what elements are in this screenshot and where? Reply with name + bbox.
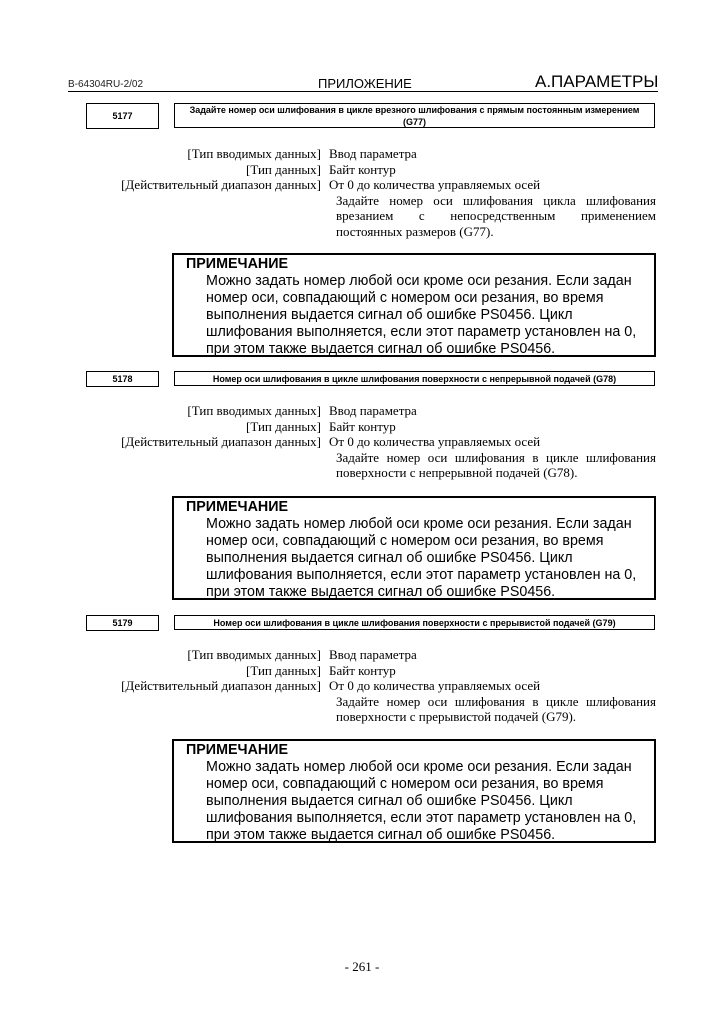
note-title: ПРИМЕЧАНИЕ: [186, 256, 289, 272]
chapter-title: A.ПАРАМЕТРЫ: [535, 72, 659, 91]
param-description: Задайте номер оси шлифования в цикле шлифования поверхности с непрерывной подачей (G78).: [336, 449, 656, 480]
header-divider: [68, 91, 658, 92]
value-input-type: Ввод параметра: [329, 647, 417, 662]
value-valid-range: От 0 до количества управляемых осей: [329, 177, 541, 192]
param-description: Задайте номер оси шлифования в цикле шлифования поверхности с прерывистой подачей (G79).: [336, 693, 656, 724]
note-text: Можно задать номер любой оси кроме оси резания. Если задан номер оси, совпадающий с номером оси резания, во время выполнения выдается сигнал об ошибке PS0456. Цикл шлифования выполняется, если этот параметр установлен на 0, при этом также выдается сигнал об ошибке PS0456.: [206, 516, 637, 600]
param-details: [0, 647, 724, 725]
value-input-type: Ввод параметра: [329, 403, 417, 418]
param-details: [0, 146, 724, 239]
param-number-box: 5177: [86, 103, 159, 129]
value-valid-range: От 0 до количества управляемых осей: [329, 434, 541, 449]
note-box: [172, 739, 656, 843]
value-data-type: Байт контур: [329, 418, 396, 434]
note-text: Можно задать номер любой оси кроме оси резания. Если задан номер оси, совпадающий с номером оси резания, во время выполнения выдается сигнал об ошибке PS0456. Цикл шлифования выполняется, если этот параметр установлен на 0, при этом также выдается сигнал об ошибке PS0456.: [206, 759, 637, 843]
label-data-type: [Тип данных]: [246, 161, 321, 177]
section-title: ПРИЛОЖЕНИЕ: [318, 76, 412, 91]
value-data-type: Байт контур: [329, 662, 396, 678]
value-data-type: Байт контур: [329, 161, 396, 177]
param-number-box: 5178: [86, 371, 159, 387]
value-input-type: Ввод параметра: [329, 146, 417, 161]
page-number: - 261 -: [344, 959, 380, 974]
label-valid-range: [Действительный диапазон данных]: [121, 434, 321, 449]
param-title-box: Номер оси шлифования в цикле шлифования поверхности с непрерывной подачей (G78): [174, 371, 655, 386]
value-valid-range: От 0 до количества управляемых осей: [329, 678, 541, 693]
label-data-type: [Тип данных]: [246, 418, 321, 434]
label-valid-range: [Действительный диапазон данных]: [121, 177, 321, 192]
note-box: [172, 496, 656, 600]
param-number-box: 5179: [86, 615, 159, 631]
label-input-type: [Тип вводимых данных]: [187, 403, 321, 418]
note-text: Можно задать номер любой оси кроме оси резания. Если задан номер оси, совпадающий с номером оси резания, во время выполнения выдается сигнал об ошибке PS0456. Цикл шлифования выполняется, если этот параметр установлен на 0, при этом также выдается сигнал об ошибке PS0456.: [206, 273, 637, 357]
note-title: ПРИМЕЧАНИЕ: [186, 499, 289, 515]
param-title-box: Номер оси шлифования в цикле шлифования поверхности с прерывистой подачей (G79): [174, 615, 655, 630]
param-title-box: Задайте номер оси шлифования в цикле врезного шлифования с прямым постоянным измерением (G77): [174, 103, 655, 128]
param-details: [0, 403, 724, 481]
label-input-type: [Тип вводимых данных]: [187, 647, 321, 662]
label-input-type: [Тип вводимых данных]: [187, 146, 321, 161]
label-data-type: [Тип данных]: [246, 662, 321, 678]
document-code: B-64304RU-2/02: [68, 79, 144, 90]
note-box: [172, 253, 656, 357]
label-valid-range: [Действительный диапазон данных]: [121, 678, 321, 693]
note-title: ПРИМЕЧАНИЕ: [186, 742, 289, 758]
param-description: Задайте номер оси шлифования цикла шлифования врезанием с непосредственным применением постоянных размеров (G77).: [336, 192, 656, 239]
